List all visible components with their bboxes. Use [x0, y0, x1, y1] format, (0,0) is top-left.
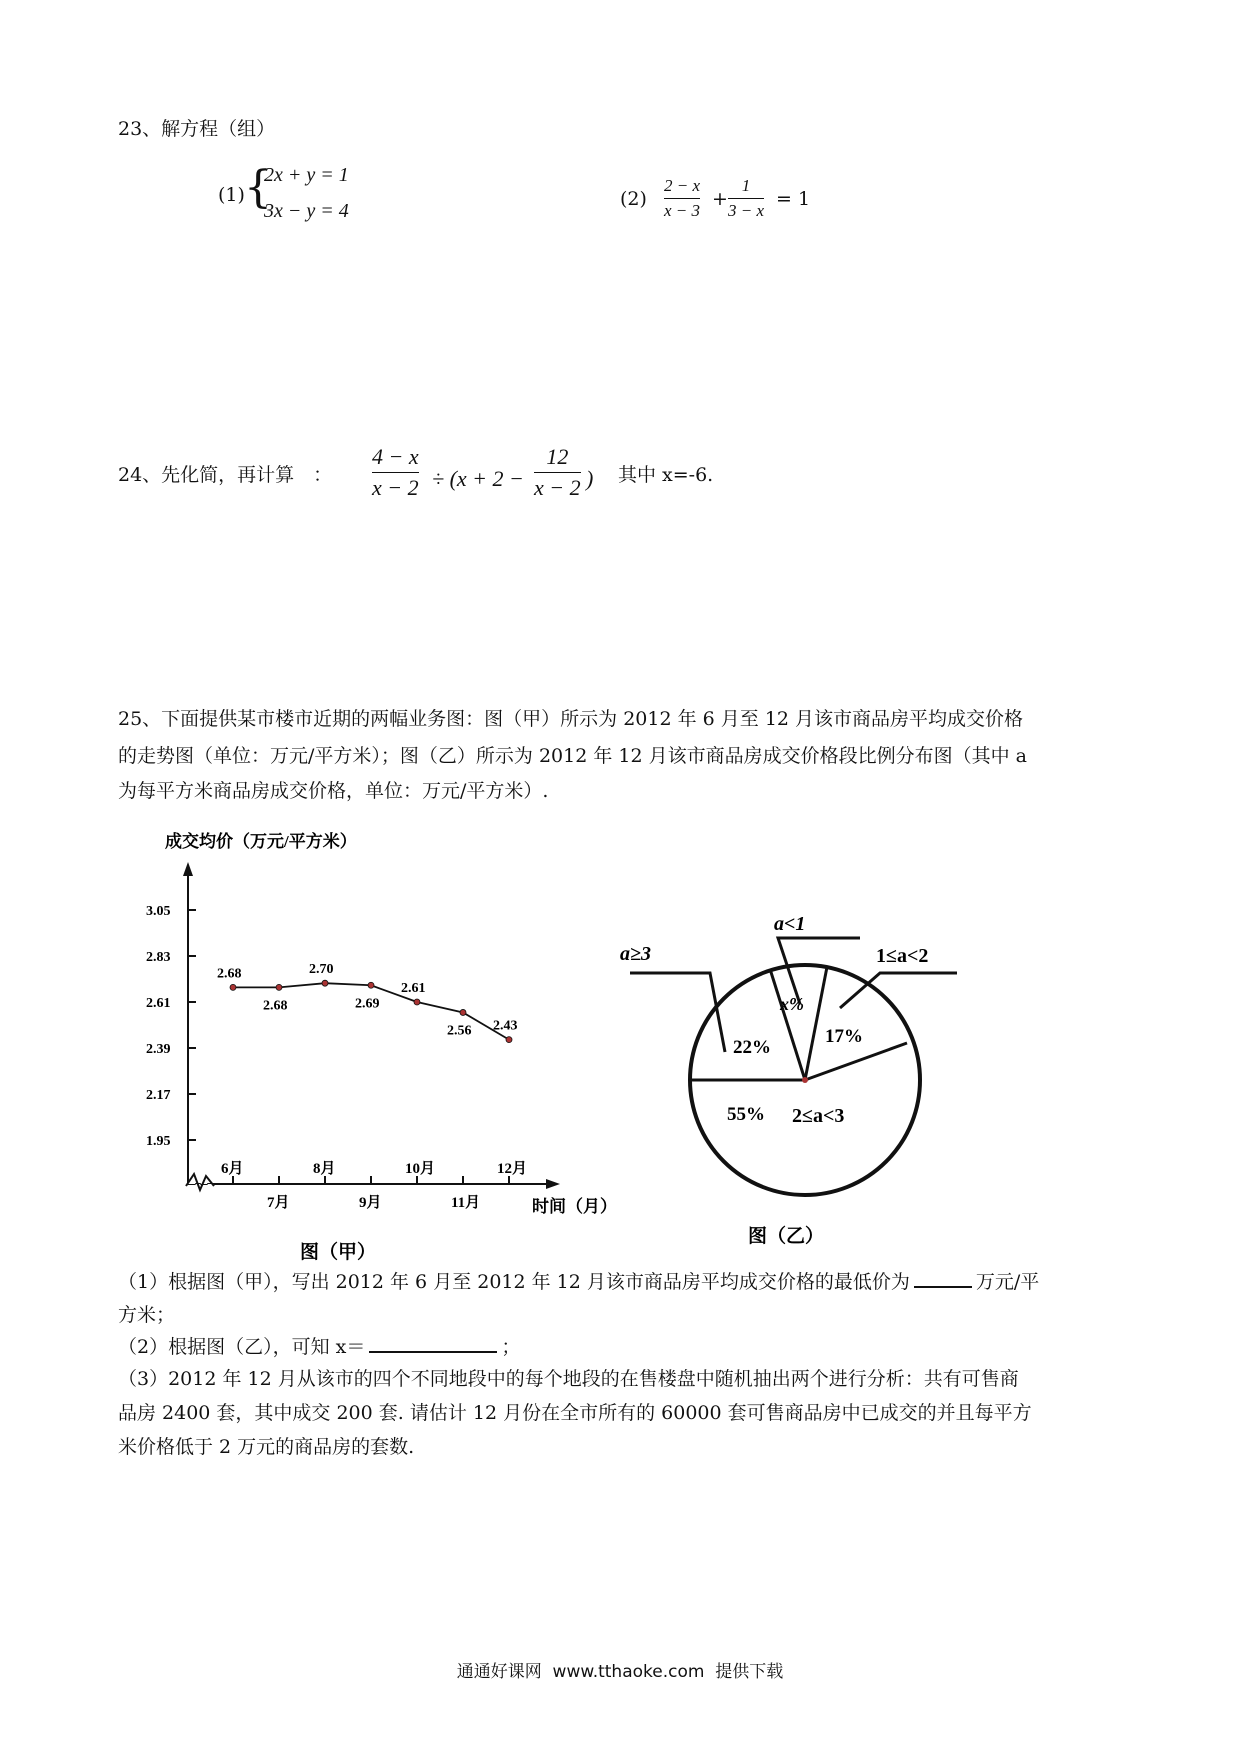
- q23-fraction-2-numerator: 1: [741, 176, 751, 195]
- pie-divider-55-17: [805, 1043, 907, 1080]
- q24-close-paren: ): [586, 466, 594, 491]
- x-tick-label: 6月: [221, 1161, 244, 1177]
- y-tick-label: 2.17: [146, 1088, 171, 1103]
- line-data-point: [230, 984, 236, 990]
- q23-part1-label: (1): [218, 184, 245, 206]
- pie-value-x-percent: x%: [780, 994, 804, 1014]
- q23-fraction-1-denominator: x − 3: [664, 201, 701, 220]
- line-data-label: 2.43: [493, 1018, 518, 1034]
- q23-equation-2: 3x − y = 4: [264, 200, 349, 222]
- q25-sub1-line-2: 方米；: [118, 1304, 176, 1326]
- q25-sub1-unit: 万元/平: [975, 1271, 1040, 1293]
- q24-fraction-2-numerator: 12: [546, 444, 569, 469]
- q23-fraction-1-numerator: 2 − x: [664, 176, 701, 195]
- q25-sub2-end: ；: [501, 1336, 521, 1358]
- y-tick-label: 2.61: [146, 996, 171, 1011]
- line-data-point: [506, 1037, 512, 1043]
- line-chart-x-axis-title: 时间（月）: [532, 1197, 617, 1216]
- q23-plus: +: [712, 188, 728, 210]
- pie-category-2-le-a-lt-3: 2≤a<3: [792, 1105, 845, 1127]
- line-chart-x-ticks: [221, 1160, 527, 1211]
- line-data-label: 2.56: [447, 1023, 472, 1039]
- y-tick-label: 3.05: [146, 904, 171, 919]
- pie-value-17-percent: 17%: [825, 1026, 863, 1047]
- pie-value-55-percent: 55%: [727, 1104, 765, 1125]
- q25-sub1-line-1: [118, 1273, 1039, 1292]
- q25-sub2-text: （2）根据图（乙），可知 x＝: [118, 1336, 366, 1358]
- line-chart-caption: 图（甲）: [300, 1242, 377, 1263]
- q23-title: 23、解方程（组）: [118, 118, 276, 140]
- x-tick-label: 8月: [313, 1161, 336, 1177]
- q24-condition: 其中 x=-6.: [618, 464, 714, 486]
- pie-category-a-ge-3: a≥3: [620, 943, 651, 965]
- pie-value-22-percent: 22%: [733, 1037, 771, 1058]
- q25-sub1-text: （1）根据图（甲），写出 2012 年 6 月至 2012 年 12 月该市商品房平均成交价格的最低价为: [118, 1271, 910, 1293]
- x-tick-label: 10月: [405, 1161, 436, 1177]
- line-data-point: [276, 984, 282, 990]
- y-axis-arrow-icon: [183, 862, 193, 876]
- q23-part2-label: (2): [620, 188, 647, 210]
- x-tick-label: 11月: [451, 1195, 481, 1211]
- pie-category-a-lt-1: a<1: [774, 913, 806, 935]
- page-footer: 通通好课网 www.tthaoke.com 提供下载: [456, 1662, 784, 1682]
- pie-divider-x-22: [770, 969, 805, 1080]
- q24-divide-expression: ÷ (x + 2 −: [432, 466, 524, 491]
- x-axis-arrow-icon: [546, 1179, 560, 1189]
- y-tick-label: 1.95: [146, 1134, 171, 1149]
- x-tick-label: 7月: [267, 1195, 290, 1211]
- q24-fraction-1-numerator: 4 − x: [372, 444, 419, 469]
- q25-text-line-2: 的走势图（单位：万元/平方米）；图（乙）所示为 2012 年 12 月该市商品房成交价格段比例分布图（其中 a: [118, 745, 1027, 767]
- line-data-label: 2.68: [263, 998, 288, 1014]
- line-data-point: [322, 980, 328, 986]
- q25-sub2: [118, 1338, 520, 1357]
- answer-blank-2[interactable]: [369, 1351, 497, 1353]
- q24-fraction-1-denominator: x − 2: [372, 475, 419, 500]
- q24-prompt: 24、先化简，再计算 ：: [118, 464, 333, 486]
- pie-chart-caption: 图（乙）: [748, 1226, 825, 1247]
- q25-sub3-line-3: 米价格低于 2 万元的商品房的套数.: [118, 1436, 415, 1458]
- line-chart-series: [217, 962, 518, 1042]
- pie-divider-17-x: [805, 967, 827, 1080]
- line-chart-y-axis-title: 成交均价（万元/平方米）: [165, 832, 357, 851]
- q23-equation-1: 2x + y = 1: [264, 164, 349, 186]
- line-data-label: 2.61: [401, 981, 426, 996]
- q23-rhs: = 1: [776, 188, 811, 210]
- line-data-label: 2.68: [217, 966, 242, 982]
- line-data-label: 2.70: [309, 962, 334, 978]
- y-tick-label: 2.39: [146, 1042, 171, 1057]
- q25-text-line-1: 25、下面提供某市楼市近期的两幅业务图：图（甲）所示为 2012 年 6 月至 12 月该市商品房平均成交价格: [118, 708, 1024, 730]
- answer-blank-1[interactable]: [914, 1286, 972, 1288]
- line-data-point: [414, 999, 420, 1005]
- q25-text-line-3: 为每平方米商品房成交价格，单位：万元/平方米）.: [118, 780, 549, 802]
- x-tick-label: 9月: [359, 1195, 382, 1211]
- line-data-point: [368, 982, 374, 988]
- q23-fraction-2-denominator: 3 − x: [728, 201, 765, 220]
- y-tick-label: 2.83: [146, 950, 171, 965]
- q24-fraction-2-denominator: x − 2: [534, 475, 581, 500]
- line-data-label: 2.69: [355, 996, 380, 1012]
- line-data-point: [460, 1009, 466, 1015]
- pie-center-dot: [802, 1077, 808, 1083]
- q25-sub3-line-1: （3）2012 年 12 月从该市的四个不同地段中的每个地段的在售楼盘中随机抽出两个进行分析：共有可售商: [118, 1368, 1019, 1390]
- pie-category-1-le-a-lt-2: 1≤a<2: [876, 945, 929, 967]
- q25-sub3-line-2: 品房 2400 套，其中成交 200 套. 请估计 12 月份在全市所有的 60000 套可售商品房中已成交的并且每平方: [118, 1402, 1032, 1424]
- x-tick-label: 12月: [497, 1161, 528, 1177]
- brace-icon: {: [244, 162, 272, 213]
